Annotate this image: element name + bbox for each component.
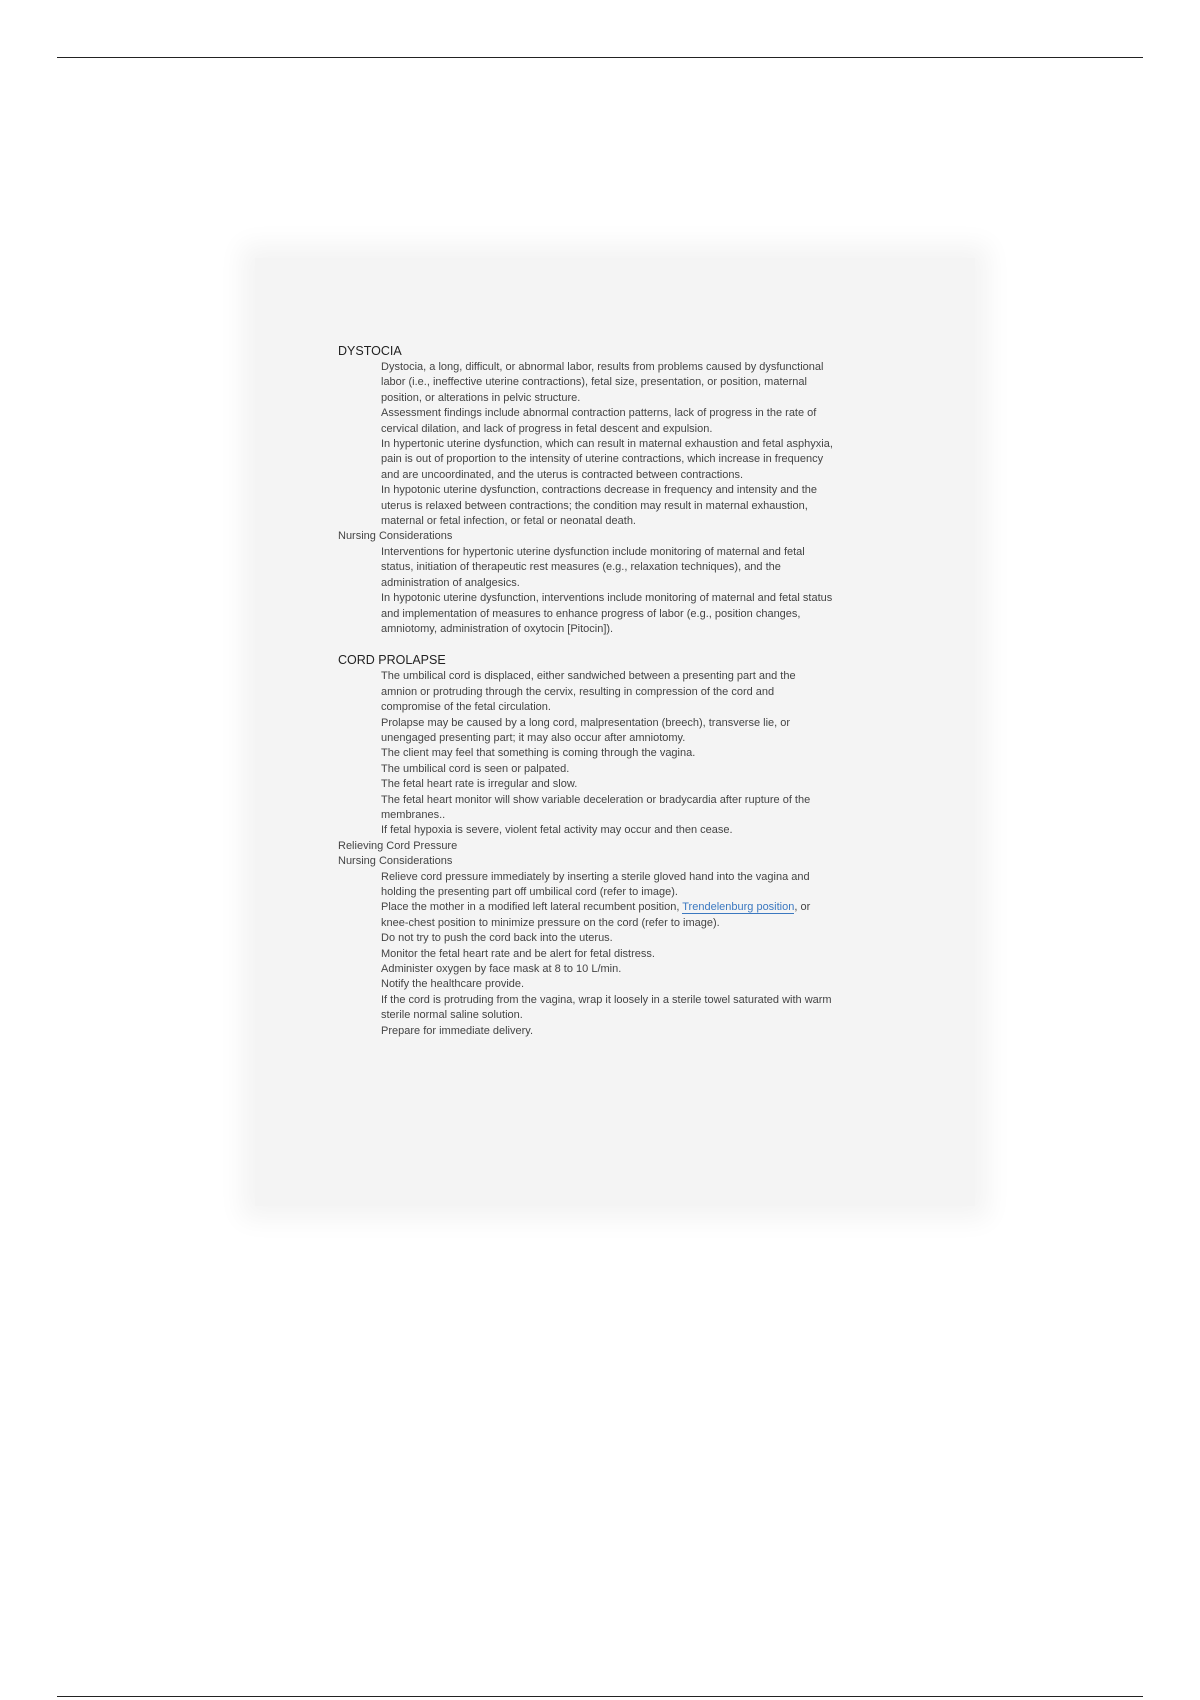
relieving-cord-pressure-heading: Relieving Cord Pressure	[338, 839, 458, 852]
list-item: Assessment findings include abnormal contraction patterns, lack of progress in the rate of cervical dilation, and lack of progress in fetal descent and expulsion.	[381, 407, 817, 435]
list-item: The client may feel that something is coming through the vagina.	[381, 747, 696, 760]
document-body	[338, 343, 898, 1039]
list-item: Do not try to push the cord back into the uterus.	[381, 932, 613, 945]
list-item: If the cord is protruding from the vagina, wrap it loosely in a sterile towel saturated with warm sterile normal saline solution.	[381, 993, 832, 1022]
list-item: The fetal heart rate is irregular and slow.	[381, 778, 578, 791]
list-item: Monitor the fetal heart rate and be alert for fetal distress.	[381, 947, 655, 960]
dystocia-nursing-list	[338, 545, 898, 637]
list-item: In hypotonic uterine dysfunction, interventions include monitoring of maternal and fetal status and implementation of measures to enhance progress of labor (e.g., position changes, amniotomy, administration of oxytocin [Pitocin]).	[381, 592, 833, 635]
list-item: Prolapse may be caused by a long cord, malpresentation (breech), transverse lie, or unengaged presenting part; it may also occur after amniotomy.	[381, 716, 791, 744]
cord-prolapse-heading: CORD PROLAPSE	[338, 653, 446, 668]
dystocia-list	[338, 360, 898, 529]
list-item: If fetal hypoxia is severe, violent fetal activity may occur and then cease.	[381, 824, 733, 837]
list-item: Relieve cord pressure immediately by inserting a sterile gloved hand into the vagina and holding the presenting part off umbilical cord (refer to image).	[381, 870, 810, 898]
list-item: In hypertonic uterine dysfunction, which can result in maternal exhaustion and fetal asphyxia, pain is out of proportion to the intensity of uterine contractions, which increase in frequency and are uncoordinated, and the uterus is contracted between contractions.	[381, 438, 833, 481]
bottom-rule	[57, 1696, 1143, 1697]
list-item: Interventions for hypertonic uterine dysfunction include monitoring of maternal and fetal status, initiation of therapeutic rest measures (e.g., relaxation techniques), and the administration of analgesics.	[381, 545, 805, 589]
trendelenburg-position-link[interactable]: Trendelenburg position	[682, 901, 795, 914]
top-rule	[57, 57, 1143, 58]
dystocia-heading: DYSTOCIA	[338, 344, 402, 358]
cord-prolapse-nursing-list	[338, 870, 898, 1039]
list-item: Administer oxygen by face mask at 8 to 10 L/min.	[381, 963, 622, 976]
list-item: Notify the healthcare provide.	[381, 978, 525, 991]
list-item: Dystocia, a long, difficult, or abnormal labor, results from problems caused by dysfunctional labor (i.e., ineffective uterine contractions), fetal size, presentation, or position, maternal position, or alterations in pelvic structure.	[381, 361, 824, 404]
cord-prolapse-nursing-heading: Nursing Considerations	[338, 855, 453, 868]
list-item: Place the mother in a modified left lateral recumbent position, Trendelenburg position, or knee-chest position to minimize pressure on the cord (refer to image).	[381, 901, 811, 929]
list-item: The fetal heart monitor will show variable deceleration or bradycardia after rupture of the membranes..	[381, 793, 811, 821]
list-item: The umbilical cord is seen or palpated.	[381, 762, 570, 775]
list-item: Prepare for immediate delivery.	[381, 1024, 534, 1037]
dystocia-nursing-heading: Nursing Considerations	[338, 530, 453, 543]
list-item: The umbilical cord is displaced, either sandwiched between a presenting part and the amnion or protruding through the cervix, resulting in compression of the cord and compromise of the fetal circulation.	[381, 670, 796, 714]
list-item: In hypotonic uterine dysfunction, contractions decrease in frequency and intensity and the uterus is relaxed between contractions; the condition may result in maternal exhaustion, maternal or fetal infection, or fetal or neonatal death.	[381, 484, 817, 528]
cord-prolapse-list	[338, 669, 898, 838]
